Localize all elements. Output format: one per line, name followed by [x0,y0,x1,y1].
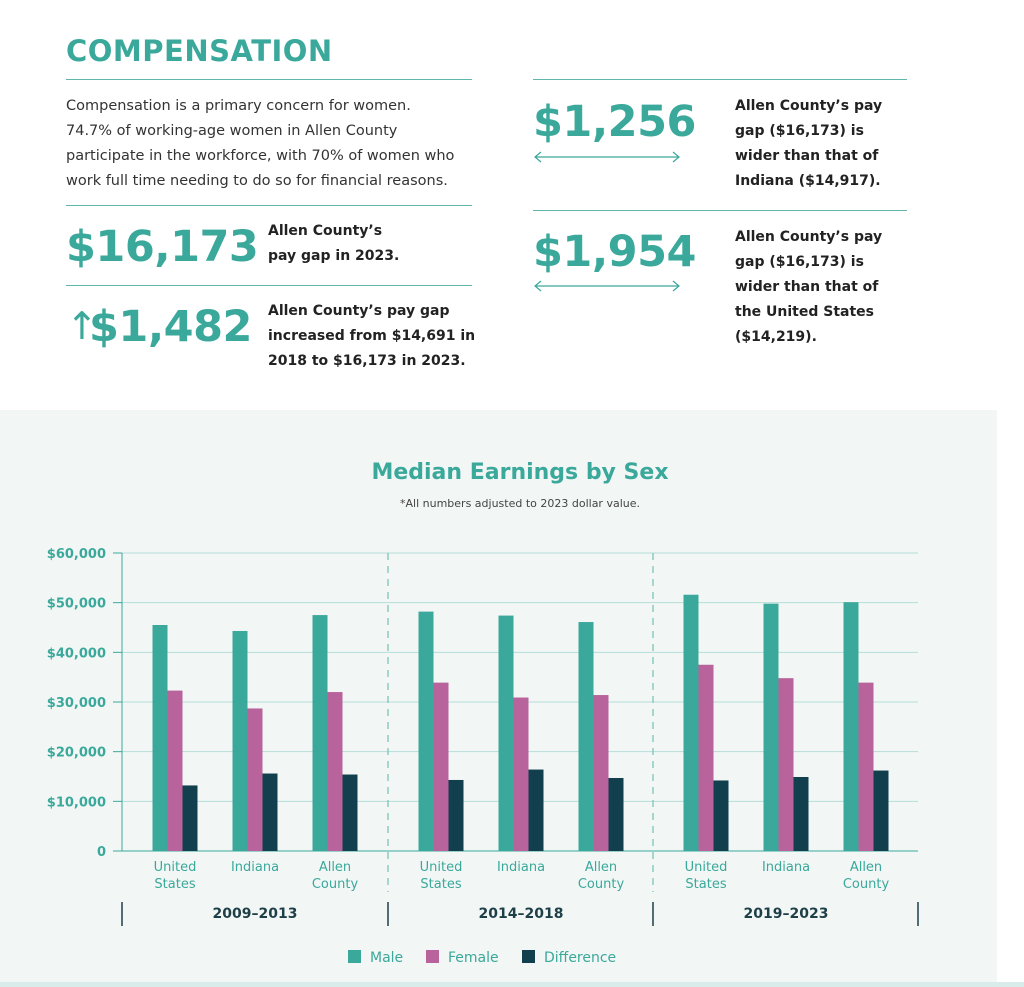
bar-difference [183,785,198,851]
bar-female [248,708,263,851]
us-gap-difference: $1,954 [533,227,696,277]
stat-line: Allen County’s pay [735,98,883,114]
y-tick-label: 0 [96,845,106,860]
category-label: County [311,877,359,892]
category-label: County [577,877,625,892]
bar-male [844,602,859,851]
y-tick-label: $40,000 [46,646,106,662]
bar-male [764,604,779,851]
indiana-gap-difference: $1,256 [533,97,696,147]
legend-swatch [522,950,535,963]
bar-male [313,615,328,851]
category-label: Allen [318,860,352,875]
bar-male [419,612,434,851]
stat-line: Allen County’s [268,223,383,239]
bar-difference [529,770,544,851]
bar-female [434,683,449,851]
bar-female [514,698,529,851]
bar-difference [343,775,358,851]
stat-line: Allen County’s pay gap [268,303,450,319]
intro-line: work full time needing to do so for financial reasons. [66,173,448,189]
increase-value: $1,482 [89,302,252,352]
y-tick-label: $20,000 [46,745,106,761]
intro-line: participate in the workforce, with 70% of women who [66,148,455,164]
stat-line: Indiana ($14,917). [735,173,881,189]
stat-line: the United States [735,304,874,320]
stat-line: pay gap in 2023. [268,248,400,264]
intro-line: Compensation is a primary concern for women. [66,98,411,114]
category-label: United [419,860,463,875]
intro-line: 74.7% of working-age women in Allen County [66,123,398,139]
bar-female [859,683,874,851]
bar-male [684,595,699,851]
category-label: States [685,877,727,892]
category-label: Allen [584,860,618,875]
stat-line: 2018 to $16,173 in 2023. [268,353,466,369]
bar-female [168,691,183,851]
legend-swatch [348,950,361,963]
category-label: Indiana [761,860,811,875]
bar-difference [874,771,889,851]
bar-difference [714,780,729,851]
bar-male [499,616,514,851]
bar-male [153,625,168,851]
bar-difference [794,777,809,851]
up-arrow-icon: ↑ [66,304,98,348]
period-label: 2019–2023 [743,906,829,922]
y-tick-label: $60,000 [46,547,106,562]
bar-male [233,631,248,851]
stat-line: wider than that of [735,279,879,295]
bar-difference [263,774,278,851]
stat-line: Allen County’s pay [735,229,883,245]
stat-line: wider than that of [735,148,879,164]
stat-line: gap ($16,173) is [735,254,864,270]
legend-label: Male [370,950,404,966]
bar-male [579,622,594,851]
bar-difference [449,780,464,851]
period-label: 2009–2013 [212,906,298,922]
legend-label: Difference [544,950,617,966]
y-tick-label: $30,000 [46,696,106,711]
category-label: States [154,877,196,892]
category-label: Indiana [496,860,546,875]
bar-female [328,692,343,851]
legend-swatch [426,950,439,963]
stat-line: ($14,219). [735,329,817,345]
category-label: County [842,877,890,892]
bar-difference [609,778,624,851]
period-label: 2014–2018 [478,906,564,922]
chart-title: Median Earnings by Sex [371,460,669,485]
y-tick-label: $10,000 [46,795,106,811]
category-label: States [420,877,462,892]
legend-label: Female [448,950,499,966]
bar-female [699,665,714,851]
section-title: COMPENSATION [66,34,333,68]
y-tick-label: $50,000 [46,596,106,612]
bar-female [594,695,609,851]
stat-line: gap ($16,173) is [735,123,864,139]
category-label: Indiana [230,860,280,875]
category-label: United [684,860,728,875]
bar-female [779,678,794,851]
category-label: Allen [849,860,883,875]
chart-subtitle: *All numbers adjusted to 2023 dollar value. [400,497,640,510]
stat-line: increased from $14,691 in [268,328,476,344]
pay-gap-value: $16,173 [66,222,259,272]
category-label: United [153,860,197,875]
